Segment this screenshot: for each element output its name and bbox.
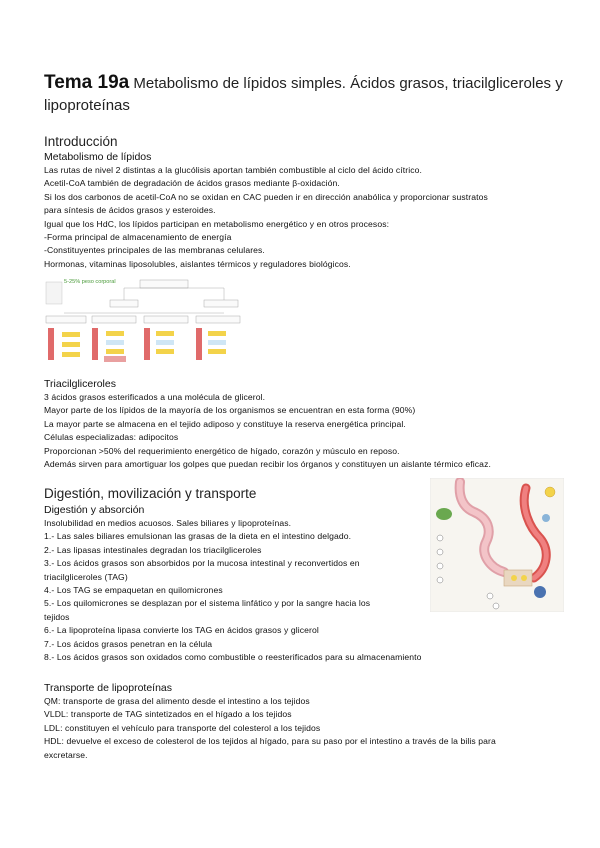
digestion-line: 1.- Las sales biliares emulsionan las grasas de la dieta en el intestino delgado. (44, 531, 352, 542)
digestion-line: 2.- Las lipasas intestinales degradan los triacilgliceroles (44, 544, 262, 555)
intro-subheading: Metabolismo de lípidos (44, 151, 152, 163)
intro-line: Hormonas, vitaminas liposolubles, aislantes térmicos y reguladores biológicos. (44, 258, 351, 269)
digestion-line: 7.- Los ácidos grasos penetran en la célula (44, 638, 213, 649)
title-number: Tema 19a (44, 72, 130, 93)
title-text: Metabolismo de lípidos simples. Ácidos grasos, triacilgliceroles y lipoproteínas (44, 75, 563, 114)
tag-line: Proporcionan >50% del requerimiento energético de hígado, corazón y músculo en reposo. (44, 445, 400, 456)
digestion-illustration (430, 478, 564, 612)
page-title (44, 72, 564, 117)
digestion-line: 8.- Los ácidos grasos son oxidados como combustible o reesterificados para su almacenamiento (44, 652, 422, 663)
tag-line: 3 ácidos grasos esterificados a una molécula de glicerol. (44, 392, 266, 402)
digestion-line: Insolubilidad en medios acuosos. Sales biliares y lipoproteínas. (44, 518, 292, 528)
intro-paragraph (44, 164, 488, 271)
transport-line: VLDL: transporte de TAG sintetizados en el hígado a los tejidos (44, 709, 292, 720)
transport-line: excretarse. (44, 749, 88, 760)
digestion-subheading: Digestión y absorción (44, 504, 145, 516)
transport-line: QM: transporte de grasa del alimento desde el intestino a los tejidos (44, 696, 310, 706)
intro-line: Las rutas de nivel 2 distintas a la glucólisis aportan también combustible al ciclo del ácido cítrico. (44, 165, 423, 175)
intro-line: Acetil-CoA también de degradación de ácidos grasos mediante β-oxidación. (44, 178, 340, 189)
tag-line: La mayor parte se almacena en el tejido adiposo y constituye la reserva energética principal. (44, 418, 406, 429)
digestion-line: 6.- La lipoproteína lipasa convierte los TAG en ácidos grasos y glicerol (44, 625, 319, 636)
tag-line: Células especializadas: adipocitos (44, 432, 179, 443)
digestion-line: triacilgliceroles (TAG) (44, 571, 128, 582)
lipid-classification-diagram (44, 276, 244, 372)
tag-line: Además sirven para amortiguar los golpes que puedan recibir los órganos y constituyen un aislante térmico eficaz. (44, 459, 491, 470)
digestion-heading: Digestión, movilización y transporte (44, 486, 257, 501)
digestion-line: 5.- Los quilomicrones se desplazan por el sistema linfático y por la sangre hacia los (44, 598, 371, 609)
intro-line: Igual que los HdC, los lípidos participan en metabolismo energético y en otros procesos: (44, 218, 390, 229)
digestion-paragraph (44, 517, 422, 664)
intro-heading: Introducción (44, 134, 118, 149)
digestion-line: tejidos (44, 611, 70, 622)
intro-line: para síntesis de ácidos grasos y esteroides. (44, 205, 216, 216)
transport-subheading: Transporte de lipoproteínas (44, 682, 173, 694)
diagram-top-label: 5-25% peso corporal (64, 279, 116, 285)
intro-line: -Constituyentes principales de las membranas celulares. (44, 245, 265, 256)
intro-line: -Forma principal de almacenamiento de energía (44, 232, 232, 243)
tag-paragraph (44, 391, 491, 471)
intro-line: Si los dos carbonos de acetil-CoA no se oxidan en CAC pueden ir en dirección anabólica y proporcionar sustratos (44, 191, 488, 202)
tag-line: Mayor parte de los lípidos de la mayoría de los organismos se encuentran en esta forma (90%) (44, 405, 416, 416)
transport-paragraph (44, 695, 496, 762)
digestion-line: 3.- Los ácidos grasos son absorbidos por la mucosa intestinal y reconvertidos en (44, 558, 360, 569)
transport-line: LDL: constituyen el vehículo para transporte del colesterol a los tejidos (44, 722, 321, 733)
tag-subheading: Triacilgliceroles (44, 378, 116, 390)
digestion-line: 4.- Los TAG se empaquetan en quilomicrones (44, 585, 223, 596)
transport-line: HDL: devuelve el exceso de colesterol de los tejidos al hígado, para su paso por el intestino a través de la bilis para (44, 736, 496, 747)
